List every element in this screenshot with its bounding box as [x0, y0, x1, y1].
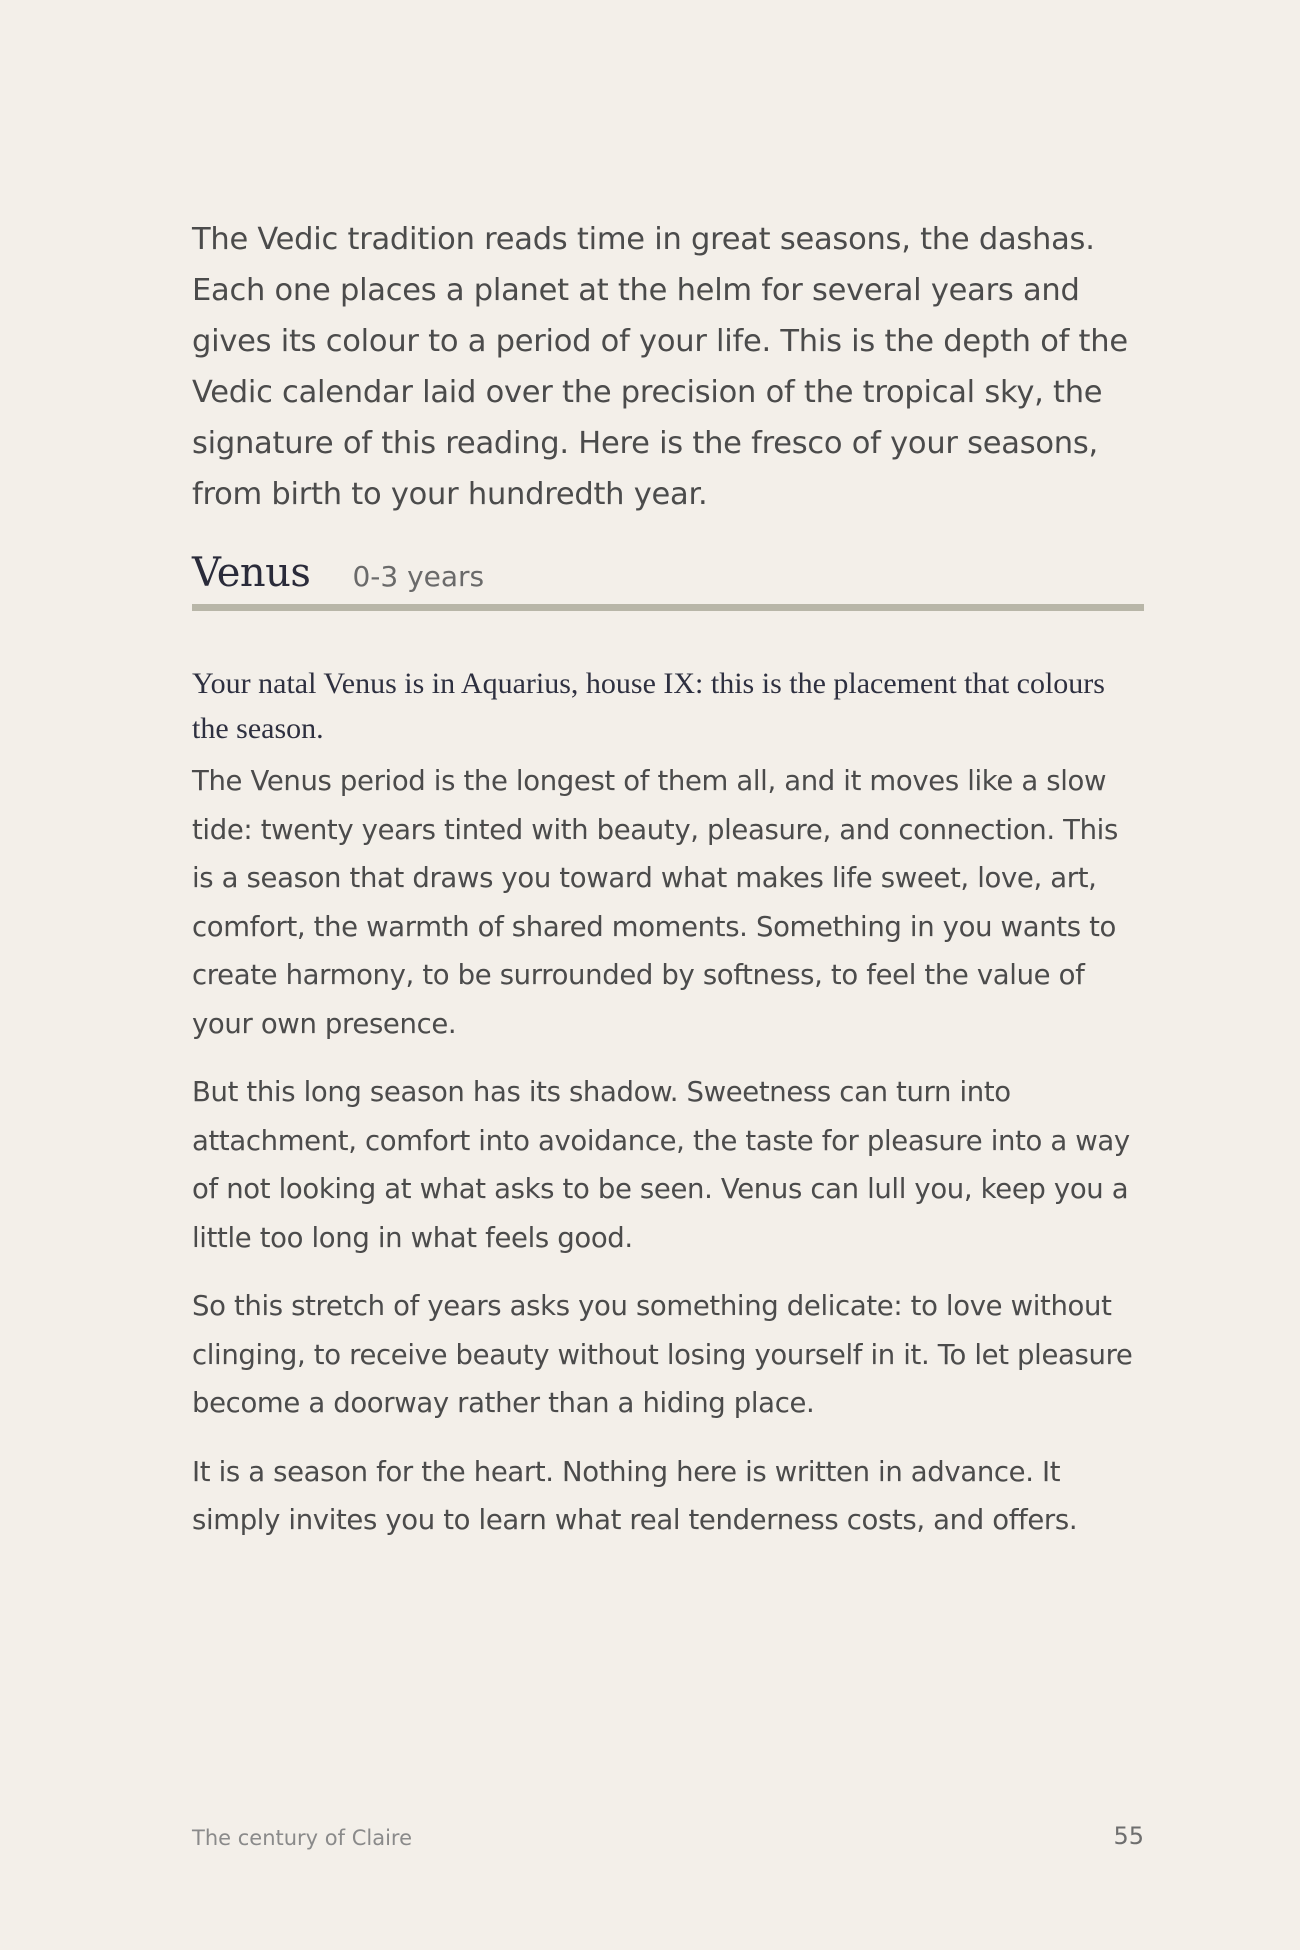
- body-paragraph: So this stretch of years asks you something delicate: to love without clinging, to receive beauty without losing yourself in it. To let pleasure become a doorway rather than a hiding place.: [192, 1290, 1133, 1419]
- body-paragraph: But this long season has its shadow. Sweetness can turn into attachment, comfort into avoidance, the taste for pleasure into a way of not looking at what asks to be seen. Venus can lull you, keep you a little too long in what feels good.: [192, 1076, 1130, 1254]
- section-header: [192, 550, 1144, 611]
- body-paragraph: The Venus period is the longest of them all, and it moves like a slow tide: twenty years tinted with beauty, pleasure, and connection. This is a season that draws you toward what makes life sweet, love, art, comfort, the warmth of shared moments. Something in you wants to create harmony, to be surrounded by softness, to feel the value of your own presence.: [192, 765, 1118, 1040]
- page-content: [192, 214, 1144, 1545]
- section-lead: Your natal Venus is in Aquarius, house IX: this is the placement that colours the season.: [192, 667, 1105, 745]
- body-paragraph: It is a season for the heart. Nothing here is written in advance. It simply invites you to learn what real tenderness costs, and offers.: [192, 1455, 1078, 1536]
- section-title: Venus: [192, 550, 311, 596]
- intro-paragraph: The Vedic tradition reads time in great seasons, the dashas. Each one places a planet at the helm for several years and gives its colour to a period of your life. This is the depth of the Vedic calendar laid over the precision of the tropical sky, the signature of this reading. Here is the fresco of your seasons, from birth to your hundredth year.: [192, 222, 1128, 512]
- footer-book-title: The century of Claire: [192, 1826, 412, 1850]
- section-age-range: 0-3 years: [352, 560, 485, 593]
- page-number: 55: [1113, 1822, 1144, 1850]
